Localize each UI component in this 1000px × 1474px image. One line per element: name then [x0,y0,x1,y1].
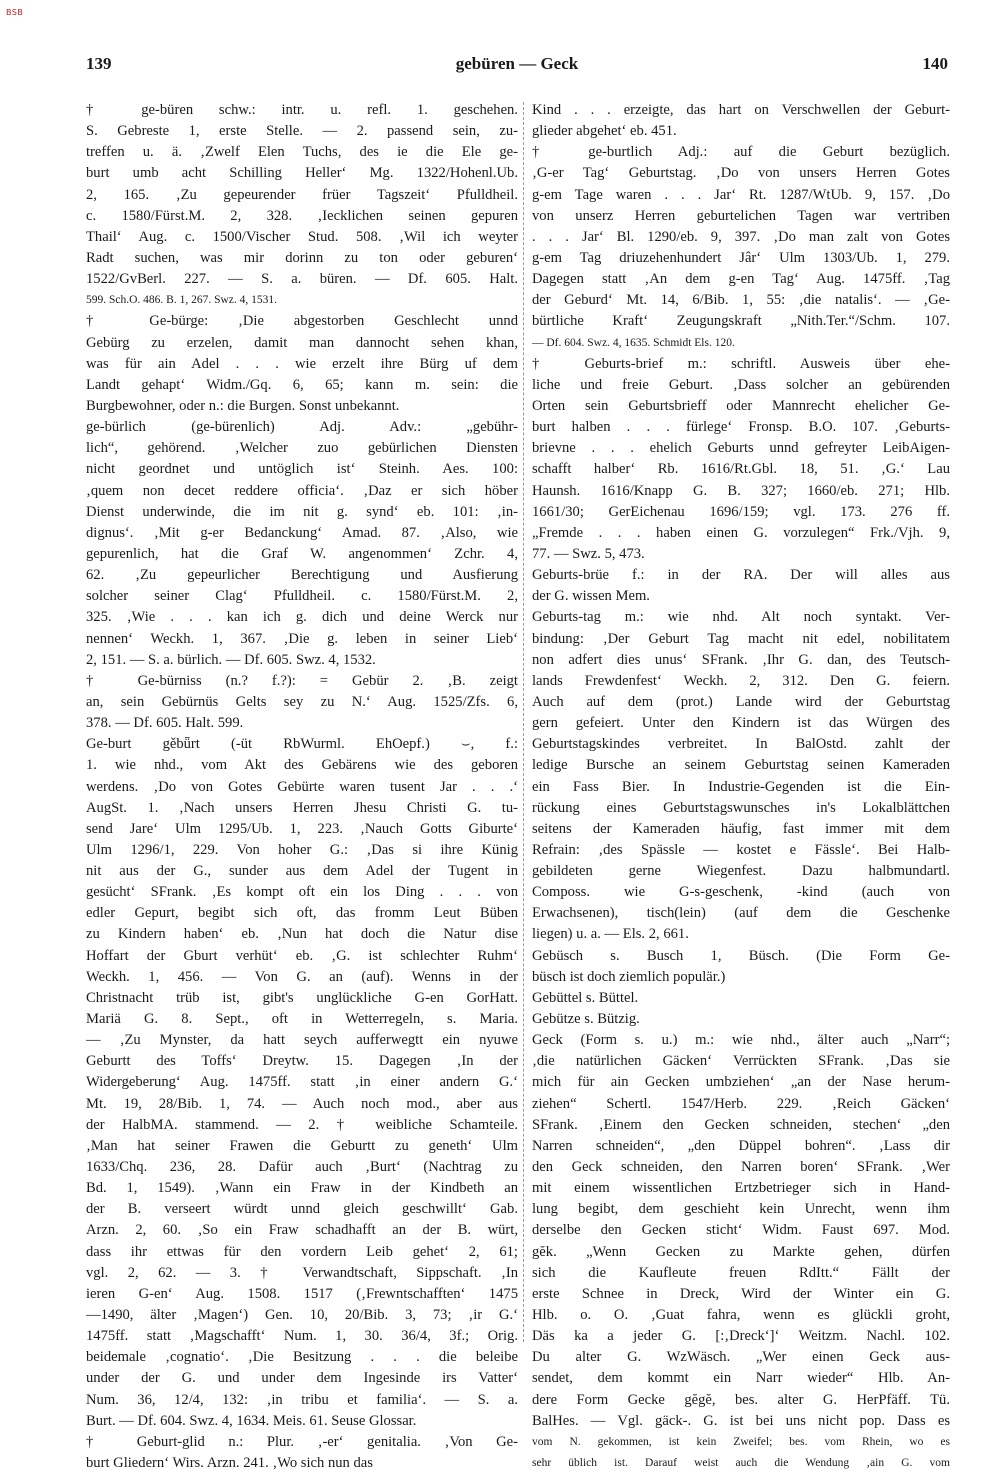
text-line: 1475ff. statt ‚Magschafft‘ Num. 1, 30. 36/4, 3f.; Orig. [86,1328,518,1345]
text-line: Dagegen statt ‚An dem g-en Tag‘ Aug. 1475ff. ‚Tag [532,271,950,288]
text-line: liegen) u. a. — Els. 2, 661. [532,926,689,943]
text-line: — Df. 604. Swz. 4, 1635. Schmidt Els. 120. [532,336,735,349]
text-line: Hoffart der Gburt verhüt‘ eb. ‚G. ist schlechter Ruhm‘ [86,947,518,964]
text-line: ledige Bursche an seinem Geburtstag seinen Kameraden [532,757,950,774]
text-line: Hlb. o. O. ‚Guat fahra, wenn es glückli groht, [532,1307,950,1324]
text-line: gebildeten gerne Wiegenfest. Dazu halbmundartl. [532,863,950,880]
text-line: glieder abgehet‘ eb. 451. [532,123,677,140]
text-line: seitens der Kameraden häufig, fast immer mit dem [532,820,950,837]
text-line: bindung: ‚Der Geburt Tag macht nit edel, nobilitatem [532,630,950,647]
text-line: S. Gebreste 1, erste Stelle. — 2. passend sein, zu- [86,123,518,140]
text-line: Orten sein Geburtsbrieff oder Mannrecht ehelicher Ge- [532,397,950,414]
text-line: g-em Tag driuzehenhundert Jâr‘ Ulm 1303/Ub. 1, 279. [532,249,950,266]
text-line: ziehen“ Schertl. 1547/Herb. 229. ‚Reich Gäcken‘ [532,1095,950,1112]
text-line: Geburtt des Toffs‘ Dreytw. 15. Dagegen ‚In der [86,1053,518,1070]
text-line: vom N. gekommen, ist kein Zweifel; bes. vom Rhein, wo es [532,1435,950,1448]
page-number-left: 139 [86,54,112,73]
text-line: von unserz Herren geburtelichen Tagen war vertriben [532,207,950,224]
text-line: send Jare‘ Ulm 1295/Ub. 1, 223. ‚Nauch Gotts Giburte‘ [86,820,518,837]
text-line: schafft halber‘ Rb. 1616/Rt.Gbl. 18, 51. ‚G.‘ Lau [532,461,950,478]
text-line: Gebüsch s. Busch 1, Büsch. (Die Form Ge- [532,947,950,964]
text-line: Widergeberung‘ Aug. 1475ff. statt ‚in einer andern G.‘ [86,1074,518,1091]
text-line: treffen u. ä. ‚Zwelf Elen Tuchs, des ie die Ele ge- [86,144,518,161]
text-line: 77. — Swz. 5, 473. [532,545,645,562]
text-line: büsch ist doch ziemlich populär.) [532,968,726,985]
text-line: ‚G-er Tag‘ Geburtstag. ‚Do von unsers Herren Gotes [532,165,950,182]
text-line: † ge-büren schw.: intr. u. refl. 1. geschehen. [86,102,518,118]
text-line: Däs ka a jeder G. [:‚Dreck‘]‘ Weitzm. Nachl. 102. [532,1328,950,1345]
text-line: Du alter G. WzWäsch. „Wer einen Geck aus- [532,1349,950,1366]
text-line: ge-bürlich (ge-bürenlich) Adj. Adv.: „gebühr- [86,419,518,436]
text-line: 1661/30; GerEichenau 1696/159; vgl. 173. 276 ff. [532,503,950,520]
text-line: gesücht‘ SFrank. ‚Es kompt oft ein los Ding . . . von [86,884,518,901]
text-line: † Geburt-glid n.: Plur. ‚-er‘ genitalia. ‚Von Ge- [86,1433,518,1450]
text-line: dere Form Gecke gĕgĕ, bes. alter G. HerPfäff. Tü. [532,1391,950,1408]
text-line: den Geck schneiden, den Narren boren‘ SFrank. ‚Wer [532,1159,950,1176]
text-line: Narren schneiden“, „den Düppel bohren“. ‚Lass dir [532,1137,950,1154]
text-line: Geburts-tag m.: wie nhd. Alt noch syntakt. Ver- [532,609,950,626]
text-line: der G. wissen Mem. [532,588,650,605]
text-line: c. 1580/Fürst.M. 2, 328. ‚Iecklichen seinen gepuren [86,207,518,224]
text-line: under der G. und under dem Ingesinde irs Vatter‘ [86,1370,518,1387]
text-line: gepurenlich, hat die Graf W. angenommen‘ Zchr. 4, [86,545,518,562]
text-line: 1633/Chq. 236, 28. Dafür auch ‚Burt‘ (Nachtrag zu [86,1159,518,1176]
text-line: Auch auf dem (prot.) Lande wird der Geburtstag [532,693,950,710]
page-number-right: 140 [922,54,948,73]
text-line: vgl. 2, 62. — 3. † Verwandtschaft, Sippschaft. ‚In [86,1264,518,1281]
text-line: non adfert dies unus‘ SFrank. ‚Ihr G. dan, des Teutsch- [532,651,950,668]
text-line: rückung eines Geburtstagswunsches in's Lokalblättchen [532,799,950,816]
text-line: nennen‘ Weckh. 1, 367. ‚Die g. leben in seiner Lieb‘ [86,630,518,647]
text-line: — ‚Zu Mynster, da hatt seych aufferwegtt ein nyuwe [86,1032,518,1049]
text-line: Radt suchen, was mir dorinn zu ton oder geburen‘ [86,249,518,266]
text-line: 325. ‚Wie . . . kan ich g. dich und deine Werck nur [86,609,518,626]
text-line: Landt gehapt‘ Widm./Gq. 6, 65; kann m. sein: die [86,376,518,393]
text-line: lich“, gehörend. ‚Welcher zuo gebürlichen Diensten [86,440,518,457]
text-line: dignus‘. ‚Mit g-er Bedanckung‘ Amad. 87. ‚Also, wie [86,524,518,541]
text-line: Ulm 1296/1, 229. Von hoher G.: ‚Das si ihre Künig [86,841,518,858]
text-line: mit einem wissentlichen Ertzbetrieger sich in Hand- [532,1180,950,1197]
text-line: ‚Man hat seiner Frawen die Geburtt zu geneth‘ Ulm [86,1137,518,1154]
text-line: ‚quem non decet reddere officia‘. ‚Daz er sich höber [86,482,518,499]
text-line: 1522/GvBerl. 227. — S. a. büren. — Df. 605. Halt. [86,271,518,288]
text-line: Thail‘ Aug. c. 1500/Vischer Stud. 508. ‚Wil ich weyter [86,228,518,245]
text-line: nicht geordnet und untöglich ist‘ Steinh. Aes. 100: [86,461,518,478]
text-line: 2, 165. ‚Zu gepeurender früer Tagszeit‘ Pfulldheil. [86,186,518,203]
text-line: beidemale ‚cognatio‘. ‚Die Besitzung . . . die beleibe [86,1349,518,1366]
text-line: dass ihr ettwas für den vordern Leib gehet‘ 2, 61; [86,1243,518,1260]
page-header [86,54,948,80]
text-line: Geburts-brüe f.: in der RA. Der will alles aus [532,567,950,584]
text-line: † Ge-bürge: ‚Die abgestorben Geschlecht unnd [86,313,518,330]
text-line: lands Frewdenfest‘ Weckh. 2, 312. Den G. feiern. [532,672,950,689]
text-line: Num. 36, 12/4, 132: ‚in tribu et familia‘. — S. a. [86,1391,518,1408]
text-line: Weckh. 1, 456. — Von G. an (auf). Wenns in der [86,968,518,985]
library-watermark: BSB [6,8,24,17]
text-line: 62. ‚Zu gepeurlicher Berechtigung und Ausfierung [86,567,518,584]
text-line: Composs. wie G-s-geschenk, -kind (auch von [532,884,950,901]
text-line: ein Fass Bier. In Industrie-Gegenden ist die Ein- [532,778,950,795]
text-line: 599. Sch.O. 486. B. 1, 267. Swz. 4, 1531. [86,294,278,307]
text-line: BalHes. — Vgl. gäck-. G. ist bei uns nicht pop. Dass es [532,1412,950,1429]
text-line: ‚die natürlichen Gäcken‘ Verrückten SFrank. ‚Das sie [532,1053,950,1070]
text-line: ieren G-en‘ Aug. 1508. 1517 (‚Frewntschafften‘ 1475 [86,1285,518,1302]
text-line: nit aus der G., sunder aus dem Adel der Tugent in [86,863,518,880]
text-line: sendet, dem kommt ein Narr wieder“ Hlb. An- [532,1370,950,1387]
text-line: zu Kindern haben‘ eb. ‚Nun hat doch die Natur dise [86,926,518,943]
text-line: Arzn. 2, 60. ‚So ein Fraw schadhafft an der B. würt, [86,1222,518,1239]
text-line: Geck (Form s. u.) m.: wie nhd., älter auch „Narr“; [532,1032,950,1049]
text-line: Kind . . . erzeigte, das hart on Verschwellen der Geburt- [532,102,950,118]
text-line: mich für ain Gecken umbziehen‘ „an der Nase herum- [532,1074,950,1091]
text-line: bürtliche Kraft‘ Zeugungskraft „Nith.Ter.“/Schm. 107. [532,313,950,330]
text-line: solcher seiner Clag‘ Pfulldheil. c. 1580/Fürst.M. 2, [86,588,518,605]
text-line: 2, 151. — S. a. bürlich. — Df. 605. Swz. 4, 1532. [86,651,376,668]
text-line: Christnacht trüb ist, gibt's unglückliche G-en GorHatt. [86,989,518,1006]
text-line: der B. verseert würdt unnd gleich geschwillt‘ Gab. [86,1201,518,1218]
text-line: Refrain: ‚des Spässle — kostet e Fässle‘. Bei Halb- [532,841,950,858]
text-line: † ge-burtlich Adj.: auf die Geburt bezüglich. [532,144,950,161]
text-line: Mt. 19, 28/Bib. 1, 74. — Auch noch mod., aber aus [86,1095,518,1112]
text-line: der HalbMA. stammend. — 2. † weibliche Schamteile. [86,1116,518,1133]
text-line: edler Gepurt, begibt sich oft, das fromm Leut Büben [86,905,518,922]
text-line: lung begibt, dem geschieht kein Unrecht, wenn ihm [532,1201,950,1218]
text-line: was für ain Adel . . . wie erzelt ihre Bürg uf dem [86,355,518,372]
column-divider [523,102,524,1342]
text-line: sich die Kaufleute freuen RdItt.“ Fällt der [532,1264,950,1281]
text-line: „Fremde . . . haben einen G. vorzulegen“ Frk./Vjh. 9, [532,524,950,541]
text-line: Dienst underwinde, die im nit g. synd‘ eb. 101: ‚in- [86,503,518,520]
text-line: Gebütze s. Bützig. [532,1011,640,1028]
text-line: burt halben . . . fürlege‘ Fronsp. B.O. 107. ‚Geburts- [532,419,950,436]
text-line: † Ge-bürniss (n.? f.?): = Gebür 2. ‚B. zeigt [86,672,518,689]
text-line: erste Schnee in Dreck, Wird der Winter ein G. [532,1285,950,1302]
text-line: sehr üblich ist. Darauf weist auch die Wendung ‚ain G. vom [532,1457,950,1469]
right-column [532,100,950,1469]
text-line: gern gefeiert. Unter den Kindern ist das Würgen des [532,715,950,732]
text-line: burt umb acht Schilling Heller‘ Mg. 1322/Hohenl.Ub. [86,165,518,182]
text-line: Geburtstagskindes verbreitet. In BalOstd. zahlt der [532,736,950,753]
text-line: Haunsh. 1616/Knapp G. B. 327; 1660/eb. 271; Hlb. [532,482,950,499]
text-line: g-em Tage waren . . . Jar‘ Rt. 1287/WtUb. 9, 157. ‚Do [532,186,950,203]
text-line: liche und freie Geburt. ‚Dass solcher an gebürenden [532,376,950,393]
text-line: Bd. 1, 1549). ‚Wann ein Fraw in der Kindbeth an [86,1180,518,1197]
text-line: SFrank. ‚Einem den Gecken schneiden, stechen‘ „den [532,1116,950,1133]
text-line: derselbe den Gecken sticht‘ Widm. Faust 697. Mod. [532,1222,950,1239]
text-line: an, sein Gebürnüs Gelts sey zu N.‘ Aug. 1525/Zfs. 6, [86,693,518,710]
text-line: gĕk. „Wenn Gecken zu Markte gehen, dürfen [532,1243,950,1260]
text-line: werdens. ‚Do von Gotes Gebürte waren tusent Jar . . .‘ [86,778,518,795]
text-line: Mariä G. 8. Sept., oft in Wetterregeln, s. Maria. [86,1011,518,1028]
text-line: Burt. — Df. 604. Swz. 4, 1634. Meis. 61. Seuse Glossar. [86,1412,417,1429]
text-line: —1490, älter ‚Magen‘) Gen. 10, 20/Bib. 3, 73; ‚ir G.‘ [86,1307,518,1324]
text-line: Gebüttel s. Büttel. [532,989,639,1006]
left-column [86,100,518,1471]
text-line: 378. — Df. 605. Halt. 599. [86,715,244,732]
text-line: AugSt. 1. ‚Nach unsers Herren Jhesu Christi G. tu- [86,799,518,816]
text-line: Erwachsenen), tisch(lein) (auf dem die Geschenke [532,905,950,922]
text-line: † Geburts-brief m.: schriftl. Ausweis über ehe- [532,355,950,372]
text-line: Burgbewohner, oder n.: die Burgen. Sonst unbekannt. [86,397,400,414]
running-title: gebüren — Geck [455,54,579,73]
text-line: 1. wie nhd., vom Akt des Gebärens wie des geboren [86,757,518,774]
text-line: Ge-burt gěbǖrt (-üt RbWurml. EhOepf.) ⌣, f.: [86,736,518,753]
text-line: der Geburd‘ Mt. 14, 6/Bib. 1, 55: ‚die natalis‘. — ‚Ge- [532,292,950,309]
text-line: burt Gliedern‘ Wirs. Arzn. 241. ‚Wo sich nun das [86,1455,373,1471]
text-line: brievne . . . ehelich Geburts unnd gefreyter LeibAigen- [532,440,950,457]
text-line: . . . Jar‘ Bl. 1290/eb. 9, 397. ‚Do man zalt von Gotes [532,228,950,245]
text-line: Gebürg zu erzelen, damit man dannocht sehen khan, [86,334,518,351]
